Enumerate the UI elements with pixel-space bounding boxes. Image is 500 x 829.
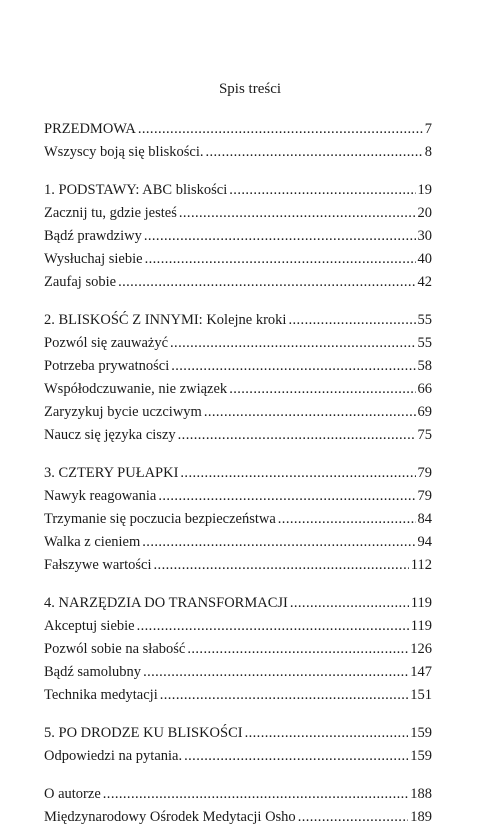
toc-entry-page-number: 159 [410, 748, 432, 764]
toc-entry-label: Pozwól sobie na słabość [44, 641, 186, 657]
toc-entry-page-number: 112 [410, 557, 432, 573]
toc-entry [44, 783, 432, 806]
toc-entry-label: Technika medytacji [44, 687, 158, 703]
toc-entry-label: 1. PODSTAWY: ABC bliskości [44, 182, 228, 198]
dot-leader [138, 118, 423, 141]
toc-entry [44, 332, 432, 355]
toc-entry-label: Wysłuchaj siebie [44, 251, 143, 267]
toc-entry-page-number: 119 [410, 595, 432, 611]
toc-entry-label: PRZEDMOWA [44, 121, 136, 137]
dot-leader [229, 179, 415, 202]
toc-entry-label: Trzymanie się poczucia bezpieczeństwa [44, 511, 276, 527]
toc-entry [44, 722, 432, 745]
toc-entry [44, 615, 432, 638]
toc-entry-page-number: 94 [417, 534, 432, 550]
dot-leader [145, 248, 416, 271]
toc-entry-label: Współodczuwanie, nie związek [44, 381, 228, 397]
dot-leader [160, 684, 409, 707]
dot-leader [298, 806, 409, 829]
toc-entry-label: Fałszywe wartości [44, 557, 152, 573]
dot-leader [170, 332, 415, 355]
dot-leader [180, 462, 415, 485]
dot-leader [158, 485, 415, 508]
toc-entry [44, 661, 432, 684]
toc-entry-page-number: 189 [410, 809, 432, 825]
toc-entry-page-number: 119 [410, 618, 432, 634]
toc-entry [44, 179, 432, 202]
toc-entry [44, 355, 432, 378]
toc-entry-page-number: 79 [417, 465, 432, 481]
dot-leader [154, 554, 409, 577]
toc-entry-page-number: 8 [424, 144, 432, 160]
dot-leader [204, 401, 416, 424]
toc-entry [44, 378, 432, 401]
toc-entry-label: 5. PO DRODZE KU BLISKOŚCI [44, 725, 243, 741]
toc-entry-page-number: 188 [410, 786, 432, 802]
toc-entry [44, 508, 432, 531]
toc-entry [44, 309, 432, 332]
toc-entry [44, 554, 432, 577]
toc-entry-label: Potrzeba prywatności [44, 358, 170, 374]
toc-entry-page-number: 55 [417, 312, 432, 328]
dot-leader [288, 309, 415, 332]
toc-entry [44, 118, 432, 141]
toc-entry-label: 4. NARZĘDZIA DO TRANSFORMACJI [44, 595, 288, 611]
toc-entry-page-number: 55 [417, 335, 432, 351]
toc-entry-label: Naucz się języka ciszy [44, 427, 176, 443]
toc-entry-page-number: 84 [417, 511, 432, 527]
dot-leader [144, 225, 416, 248]
dot-leader [290, 592, 409, 615]
toc-entry-label: Walka z cieniem [44, 534, 141, 550]
dot-leader [118, 271, 415, 294]
toc-entry-page-number: 40 [417, 251, 432, 267]
toc-entry [44, 485, 432, 508]
toc-entry [44, 531, 432, 554]
toc-entry [44, 462, 432, 485]
toc-entry-label: O autorze [44, 786, 101, 802]
toc-entry-page-number: 147 [410, 664, 432, 680]
dot-leader [142, 531, 415, 554]
toc-entry-page-number: 19 [417, 182, 432, 198]
toc-entry-page-number: 20 [417, 205, 432, 221]
dot-leader [171, 355, 415, 378]
section-gap [44, 707, 432, 722]
dot-leader [178, 424, 416, 447]
toc-entry [44, 401, 432, 424]
toc-entry [44, 684, 432, 707]
page-title: Spis treści [218, 81, 282, 97]
toc-entry-page-number: 66 [417, 381, 432, 397]
toc-entry-page-number: 69 [417, 404, 432, 420]
dot-leader [179, 202, 416, 225]
dot-leader [278, 508, 416, 531]
toc-entry-page-number: 126 [410, 641, 432, 657]
toc-entry-page-number: 42 [417, 274, 432, 290]
dot-leader [103, 783, 408, 806]
toc-entry-page-number: 7 [424, 121, 432, 137]
toc-entry-label: Nawyk reagowania [44, 488, 157, 504]
dot-leader [187, 638, 408, 661]
section-gap [44, 577, 432, 592]
toc-entry-page-number: 151 [410, 687, 432, 703]
toc-entry [44, 424, 432, 447]
toc-entry-page-number: 58 [417, 358, 432, 374]
section-gap [44, 164, 432, 179]
section-gap [44, 447, 432, 462]
toc-entry-label: Wszyscy boją się bliskości. [44, 144, 204, 160]
toc-entry-label: 3. CZTERY PUŁAPKI [44, 465, 179, 481]
toc-entry-page-number: 79 [417, 488, 432, 504]
dot-leader [205, 141, 422, 164]
toc-entry-label: Zaufaj sobie [44, 274, 117, 290]
dot-leader [143, 661, 408, 684]
section-gap [44, 294, 432, 309]
toc-entry [44, 806, 432, 829]
toc-entry-page-number: 30 [417, 228, 432, 244]
toc-entry-page-number: 75 [417, 427, 432, 443]
toc-entry-label: Pozwól się zauważyć [44, 335, 169, 351]
toc-entry-page-number: 159 [410, 725, 432, 741]
table-of-contents [44, 118, 432, 829]
dot-leader [184, 745, 408, 768]
toc-entry [44, 141, 432, 164]
toc-entry [44, 248, 432, 271]
section-gap [44, 768, 432, 783]
toc-entry-label: Bądź samolubny [44, 664, 142, 680]
toc-entry [44, 202, 432, 225]
toc-entry-label: Akceptuj siebie [44, 618, 135, 634]
toc-entry-label: Zaryzykuj bycie uczciwym [44, 404, 202, 420]
toc-entry [44, 271, 432, 294]
toc-entry-label: 2. BLISKOŚĆ Z INNYMI: Kolejne kroki [44, 312, 287, 328]
toc-entry-label: Międzynarodowy Ośrodek Medytacji Osho [44, 809, 296, 825]
dot-leader [229, 378, 415, 401]
toc-entry-label: Zacznij tu, gdzie jesteś [44, 205, 177, 221]
toc-entry-label: Bądź prawdziwy [44, 228, 142, 244]
toc-entry [44, 592, 432, 615]
toc-entry [44, 638, 432, 661]
dot-leader [245, 722, 409, 745]
toc-entry-label: Odpowiedzi na pytania. [44, 748, 183, 764]
dot-leader [137, 615, 409, 638]
toc-entry [44, 745, 432, 768]
toc-entry [44, 225, 432, 248]
